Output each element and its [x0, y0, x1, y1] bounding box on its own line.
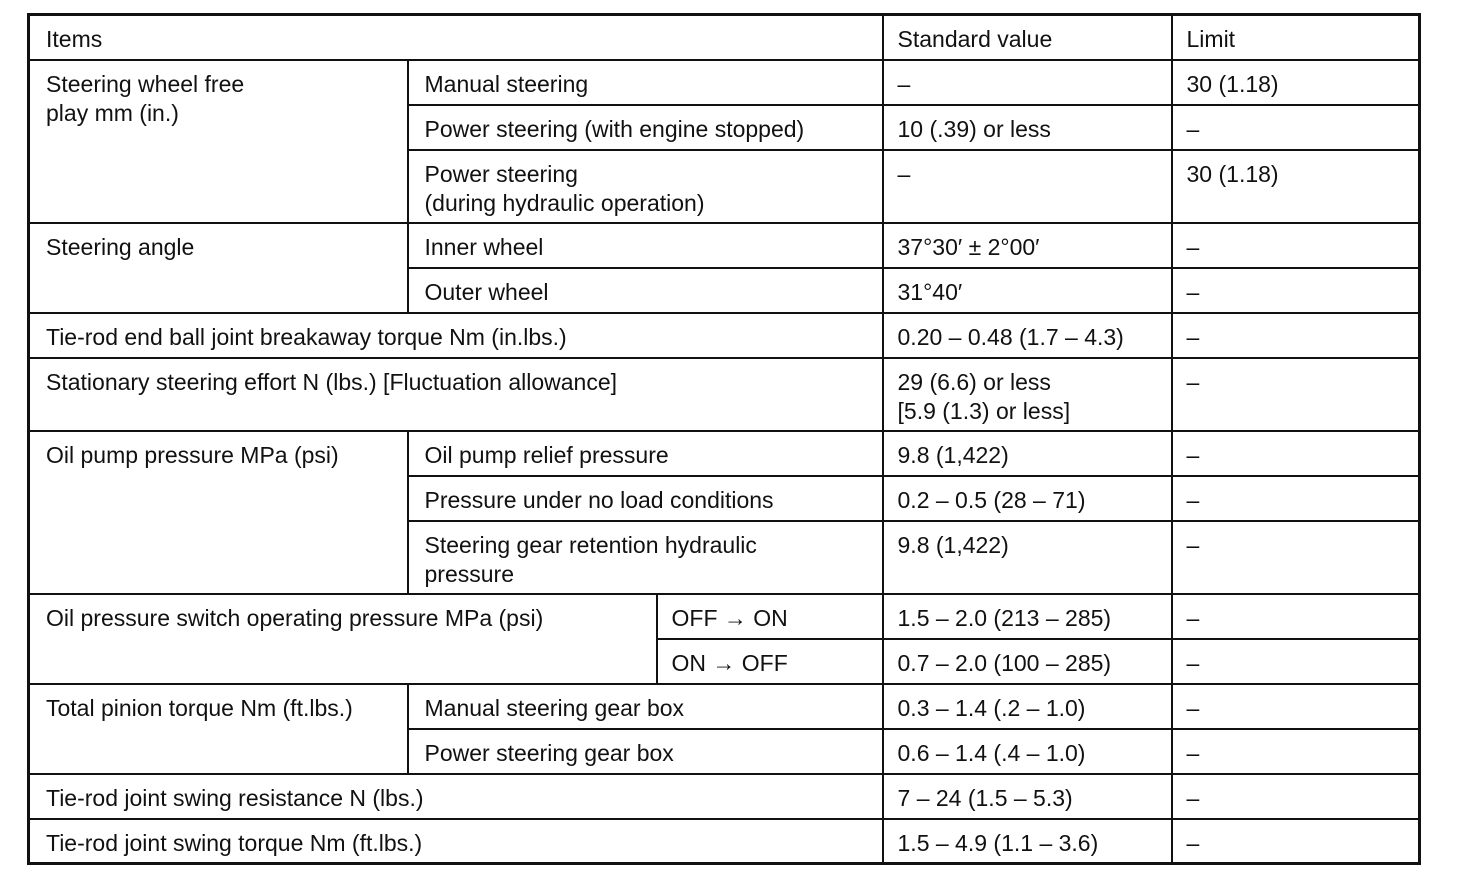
standard-value-cell: 0.20 – 0.48 (1.7 – 4.3)	[883, 313, 1172, 358]
limit-cell: –	[1172, 358, 1420, 431]
limit-cell: –	[1172, 105, 1420, 150]
condition-cell: Pressure under no load conditions	[408, 476, 883, 521]
table-row	[29, 60, 1420, 105]
standard-value-cell: –	[883, 60, 1172, 105]
item-oil-pressure-switch: Oil pressure switch operating pressure MPa (psi)	[29, 594, 657, 684]
standard-value-cell: 7 – 24 (1.5 – 5.3)	[883, 774, 1172, 819]
condition-cell: Steering gear retention hydraulic pressure	[408, 521, 883, 594]
limit-cell: –	[1172, 313, 1420, 358]
condition-cell: Oil pump relief pressure	[408, 431, 883, 476]
header-items: Items	[29, 15, 883, 60]
table-row	[29, 223, 1420, 268]
condition-cell: Power steering (during hydraulic operation)	[408, 150, 883, 223]
item-steering-angle: Steering angle	[29, 223, 408, 313]
condition-cell: Power steering (with engine stopped)	[408, 105, 883, 150]
standard-value-cell: 0.6 – 1.4 (.4 – 1.0)	[883, 729, 1172, 774]
limit-cell: 30 (1.18)	[1172, 150, 1420, 223]
item-swing-resistance: Tie-rod joint swing resistance N (lbs.)	[29, 774, 883, 819]
limit-cell: –	[1172, 521, 1420, 594]
item-tie-rod-breakaway: Tie-rod end ball joint breakaway torque Nm (in.lbs.)	[29, 313, 883, 358]
limit-cell: –	[1172, 431, 1420, 476]
item-free-play: Steering wheel free play mm (in.)	[29, 60, 408, 223]
table-row	[29, 358, 1420, 431]
condition-cell: Power steering gear box	[408, 729, 883, 774]
specification-table	[27, 13, 1421, 865]
limit-cell: –	[1172, 223, 1420, 268]
standard-value-cell: 29 (6.6) or less [5.9 (1.3) or less]	[883, 358, 1172, 431]
limit-cell: 30 (1.18)	[1172, 60, 1420, 105]
standard-value-cell: 1.5 – 2.0 (213 – 285)	[883, 594, 1172, 639]
item-oil-pump-pressure: Oil pump pressure MPa (psi)	[29, 431, 408, 594]
limit-cell: –	[1172, 594, 1420, 639]
header-limit: Limit	[1172, 15, 1420, 60]
table-row	[29, 684, 1420, 729]
standard-value-cell: –	[883, 150, 1172, 223]
item-swing-torque: Tie-rod joint swing torque Nm (ft.lbs.)	[29, 819, 883, 864]
standard-value-cell: 37°30′ ± 2°00′	[883, 223, 1172, 268]
standard-value-cell: 1.5 – 4.9 (1.1 – 3.6)	[883, 819, 1172, 864]
table-row	[29, 819, 1420, 864]
standard-value-cell: 9.8 (1,422)	[883, 521, 1172, 594]
condition-cell: ON → OFF	[657, 639, 883, 684]
condition-cell: Manual steering gear box	[408, 684, 883, 729]
limit-cell: –	[1172, 476, 1420, 521]
table-row	[29, 774, 1420, 819]
item-pinion-torque: Total pinion torque Nm (ft.lbs.)	[29, 684, 408, 774]
limit-cell: –	[1172, 774, 1420, 819]
condition-cell: Inner wheel	[408, 223, 883, 268]
item-stationary-effort: Stationary steering effort N (lbs.) [Fluctuation allowance]	[29, 358, 883, 431]
standard-value-cell: 9.8 (1,422)	[883, 431, 1172, 476]
table-row	[29, 431, 1420, 476]
header-standard-value: Standard value	[883, 15, 1172, 60]
limit-cell: –	[1172, 268, 1420, 313]
condition-cell: Manual steering	[408, 60, 883, 105]
condition-cell: Outer wheel	[408, 268, 883, 313]
standard-value-cell: 0.2 – 0.5 (28 – 71)	[883, 476, 1172, 521]
header-row	[29, 15, 1420, 60]
standard-value-cell: 0.7 – 2.0 (100 – 285)	[883, 639, 1172, 684]
limit-cell: –	[1172, 639, 1420, 684]
condition-cell: OFF → ON	[657, 594, 883, 639]
standard-value-cell: 0.3 – 1.4 (.2 – 1.0)	[883, 684, 1172, 729]
limit-cell: –	[1172, 684, 1420, 729]
standard-value-cell: 31°40′	[883, 268, 1172, 313]
table-row	[29, 313, 1420, 358]
table-row	[29, 594, 1420, 639]
limit-cell: –	[1172, 819, 1420, 864]
standard-value-cell: 10 (.39) or less	[883, 105, 1172, 150]
limit-cell: –	[1172, 729, 1420, 774]
